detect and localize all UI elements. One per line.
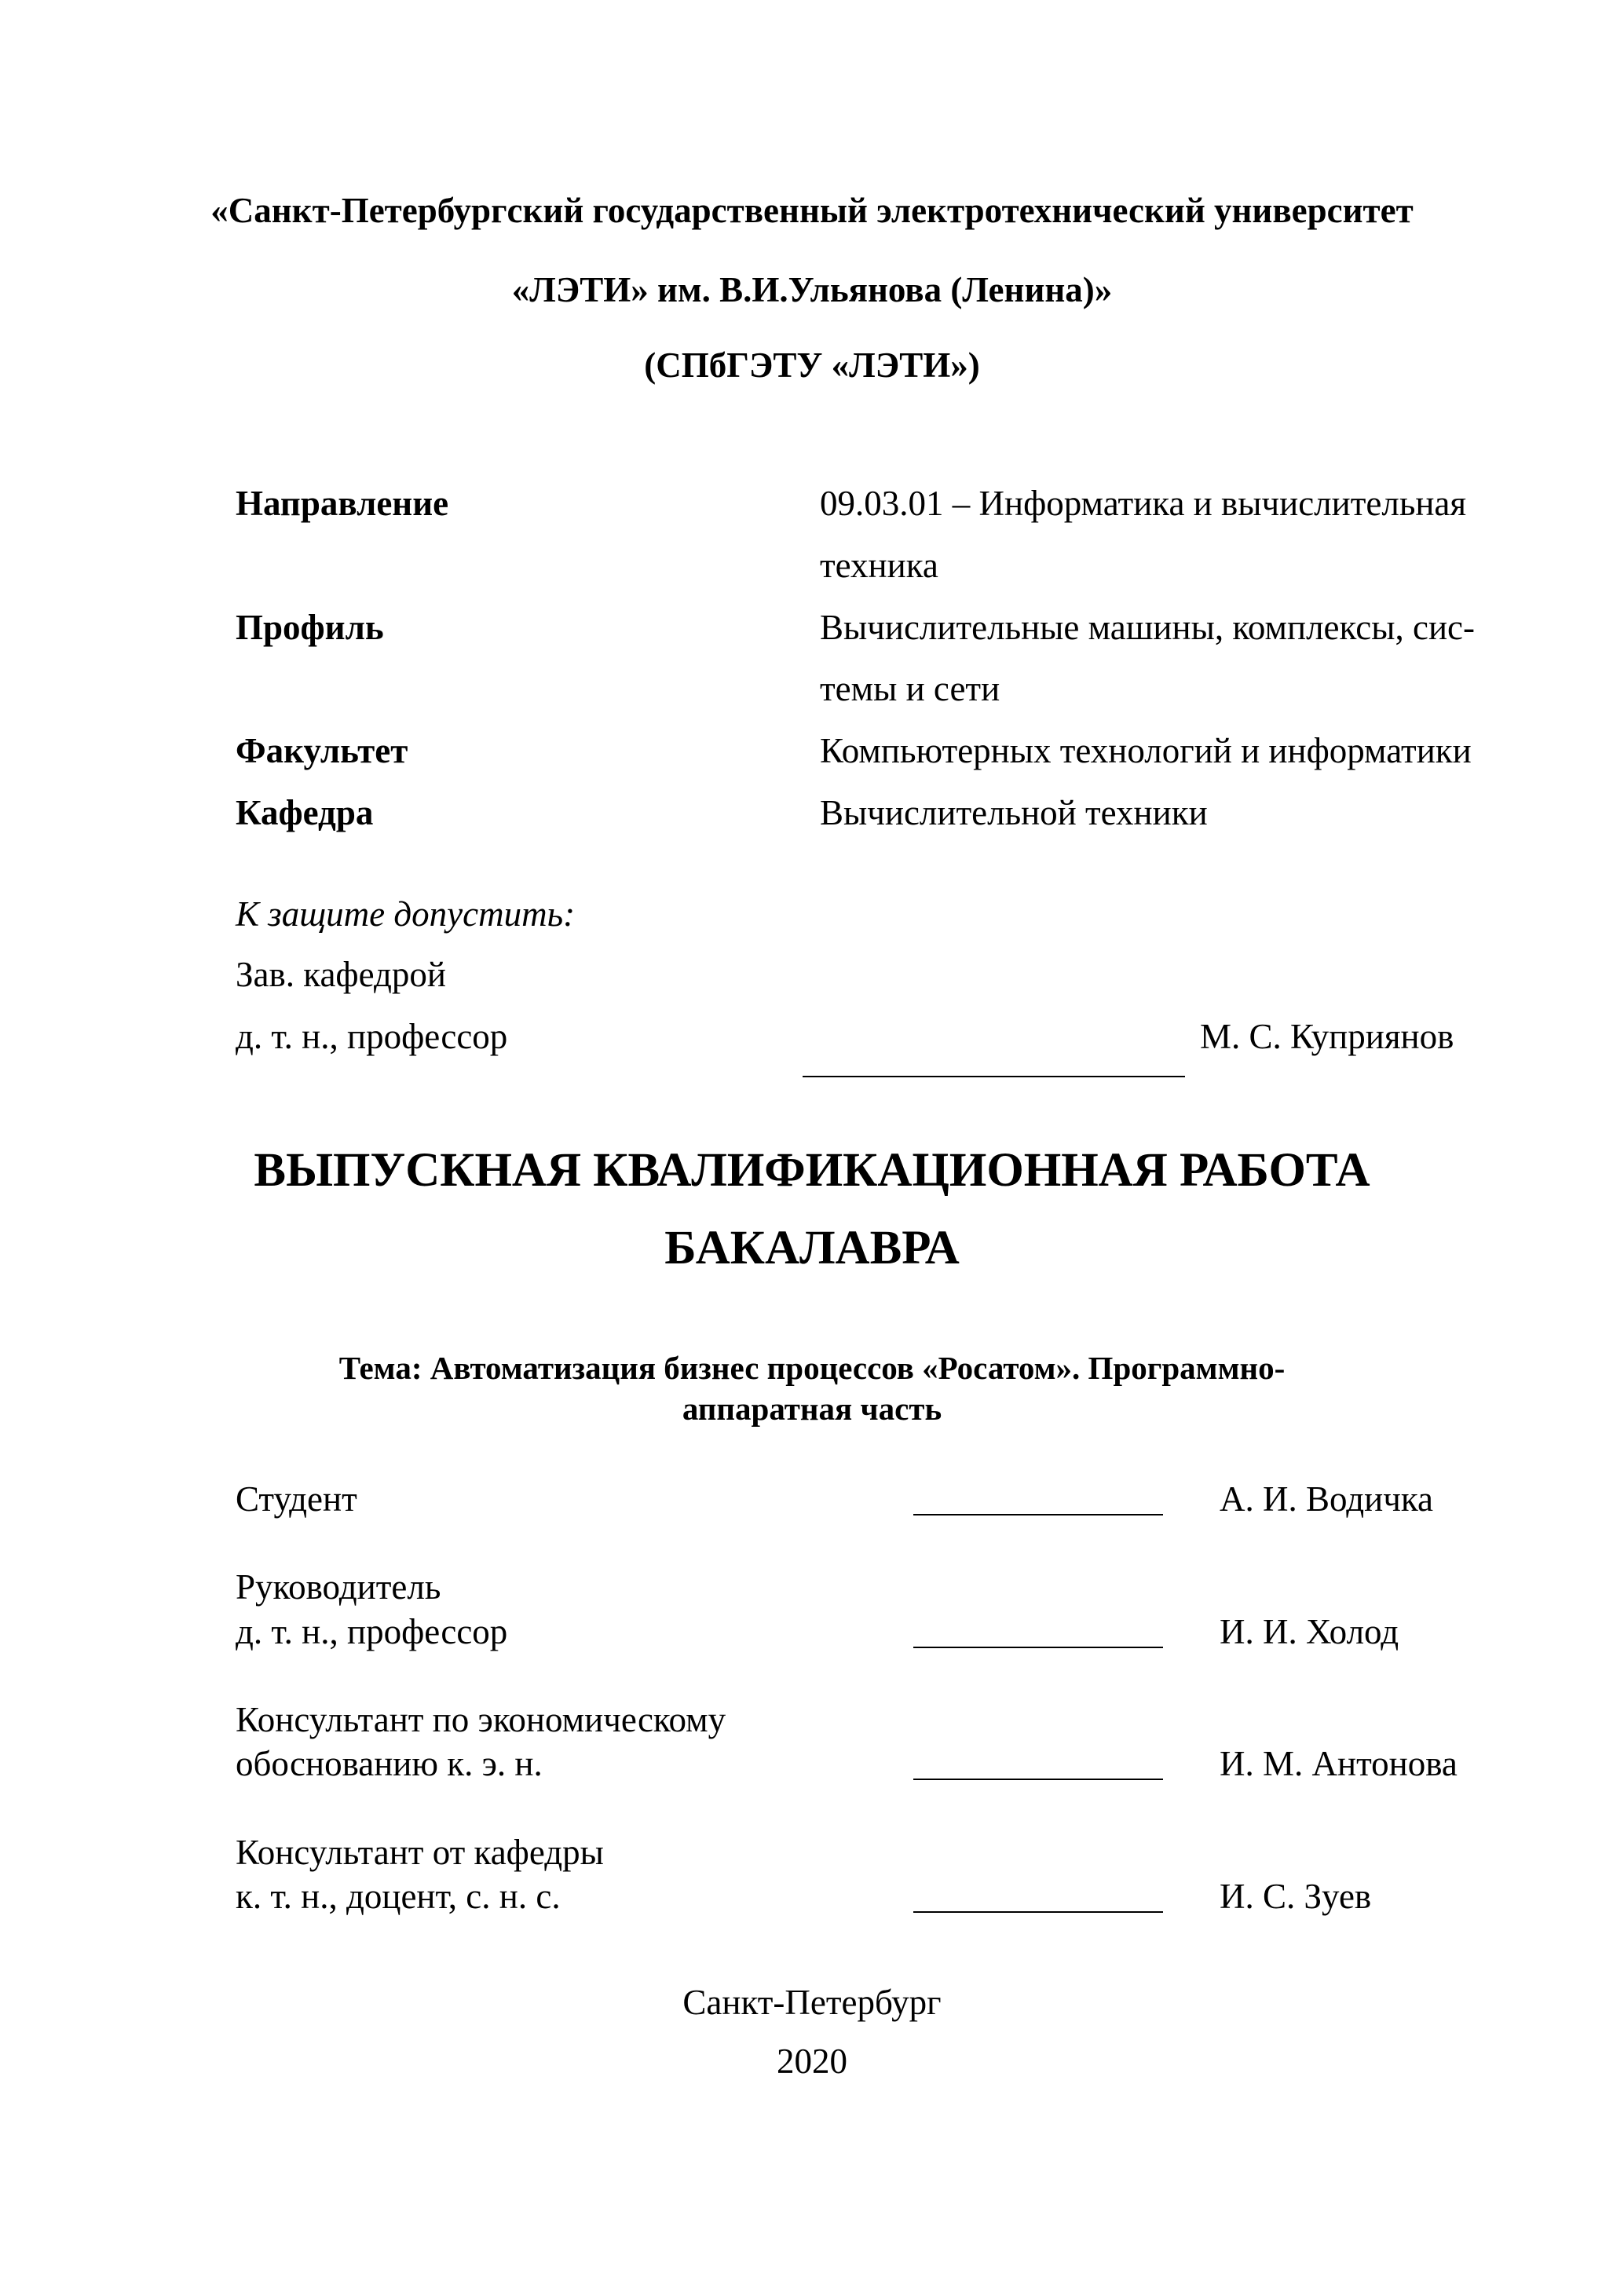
economic-consultant-degree: обоснованию к. э. н. bbox=[236, 1744, 543, 1783]
economic-consultant-signature-line bbox=[913, 1779, 1163, 1780]
document-title-line2: БАКАЛАВРА bbox=[664, 1222, 960, 1274]
approval-name: М. С. Куприянов bbox=[1200, 1017, 1454, 1056]
supervisor-degree: д. т. н., профессор bbox=[236, 1612, 508, 1651]
department-consultant-degree: к. т. н., доцент, с. н. с. bbox=[236, 1877, 561, 1916]
approval-role: Зав. кафедрой bbox=[236, 955, 446, 994]
approval-signature-line bbox=[803, 1076, 1185, 1077]
department-consultant-label: Консультант от кафедры bbox=[236, 1833, 604, 1872]
university-name-line2: «ЛЭТИ» им. В.И.Ульянова (Ленина)» bbox=[511, 270, 1113, 309]
profile-value-line1: Вычислительные машины, комплексы, сис- bbox=[820, 608, 1475, 647]
department-consultant-name: И. С. Зуев bbox=[1220, 1877, 1372, 1916]
department-value: Вычислительной техники bbox=[820, 793, 1208, 832]
profile-label: Профиль bbox=[236, 608, 384, 647]
direction-value-line1: 09.03.01 – Информатика и вычислительная bbox=[820, 484, 1467, 523]
approval-degree: д. т. н., профессор bbox=[236, 1017, 508, 1056]
department-consultant-signature-line bbox=[913, 1911, 1163, 1913]
university-name-line1: «Санкт-Петербургский государственный электротехнический университет bbox=[210, 191, 1414, 230]
city: Санкт-Петербург bbox=[682, 1983, 942, 2022]
year: 2020 bbox=[777, 2042, 847, 2081]
student-name: А. И. Водичка bbox=[1220, 1479, 1433, 1519]
supervisor-name: И. И. Холод bbox=[1220, 1612, 1399, 1651]
topic-line2: аппаратная часть bbox=[682, 1391, 942, 1427]
economic-consultant-name: И. М. Антонова bbox=[1220, 1744, 1458, 1783]
student-signature-line bbox=[913, 1514, 1163, 1515]
approval-heading: К защите допустить: bbox=[236, 894, 576, 934]
direction-label: Направление bbox=[236, 484, 449, 523]
supervisor-label: Руководитель bbox=[236, 1567, 441, 1607]
topic-line1: Тема: Автоматизация бизнес процессов «Росатом». Программно- bbox=[338, 1350, 1286, 1386]
document-title-line1: ВЫПУСКНАЯ КВАЛИФИКАЦИОННАЯ РАБОТА bbox=[254, 1144, 1370, 1197]
faculty-label: Факультет bbox=[236, 731, 408, 770]
department-label: Кафедра bbox=[236, 793, 374, 832]
student-label: Студент bbox=[236, 1479, 357, 1519]
faculty-value: Компьютерных технологий и информатики bbox=[820, 731, 1472, 770]
supervisor-signature-line bbox=[913, 1647, 1163, 1648]
profile-value-line2: темы и сети bbox=[820, 669, 1000, 708]
direction-value-line2: техника bbox=[820, 546, 938, 585]
university-abbreviation: (СПбГЭТУ «ЛЭТИ») bbox=[644, 345, 980, 385]
economic-consultant-label: Консультант по экономическому bbox=[236, 1700, 726, 1739]
